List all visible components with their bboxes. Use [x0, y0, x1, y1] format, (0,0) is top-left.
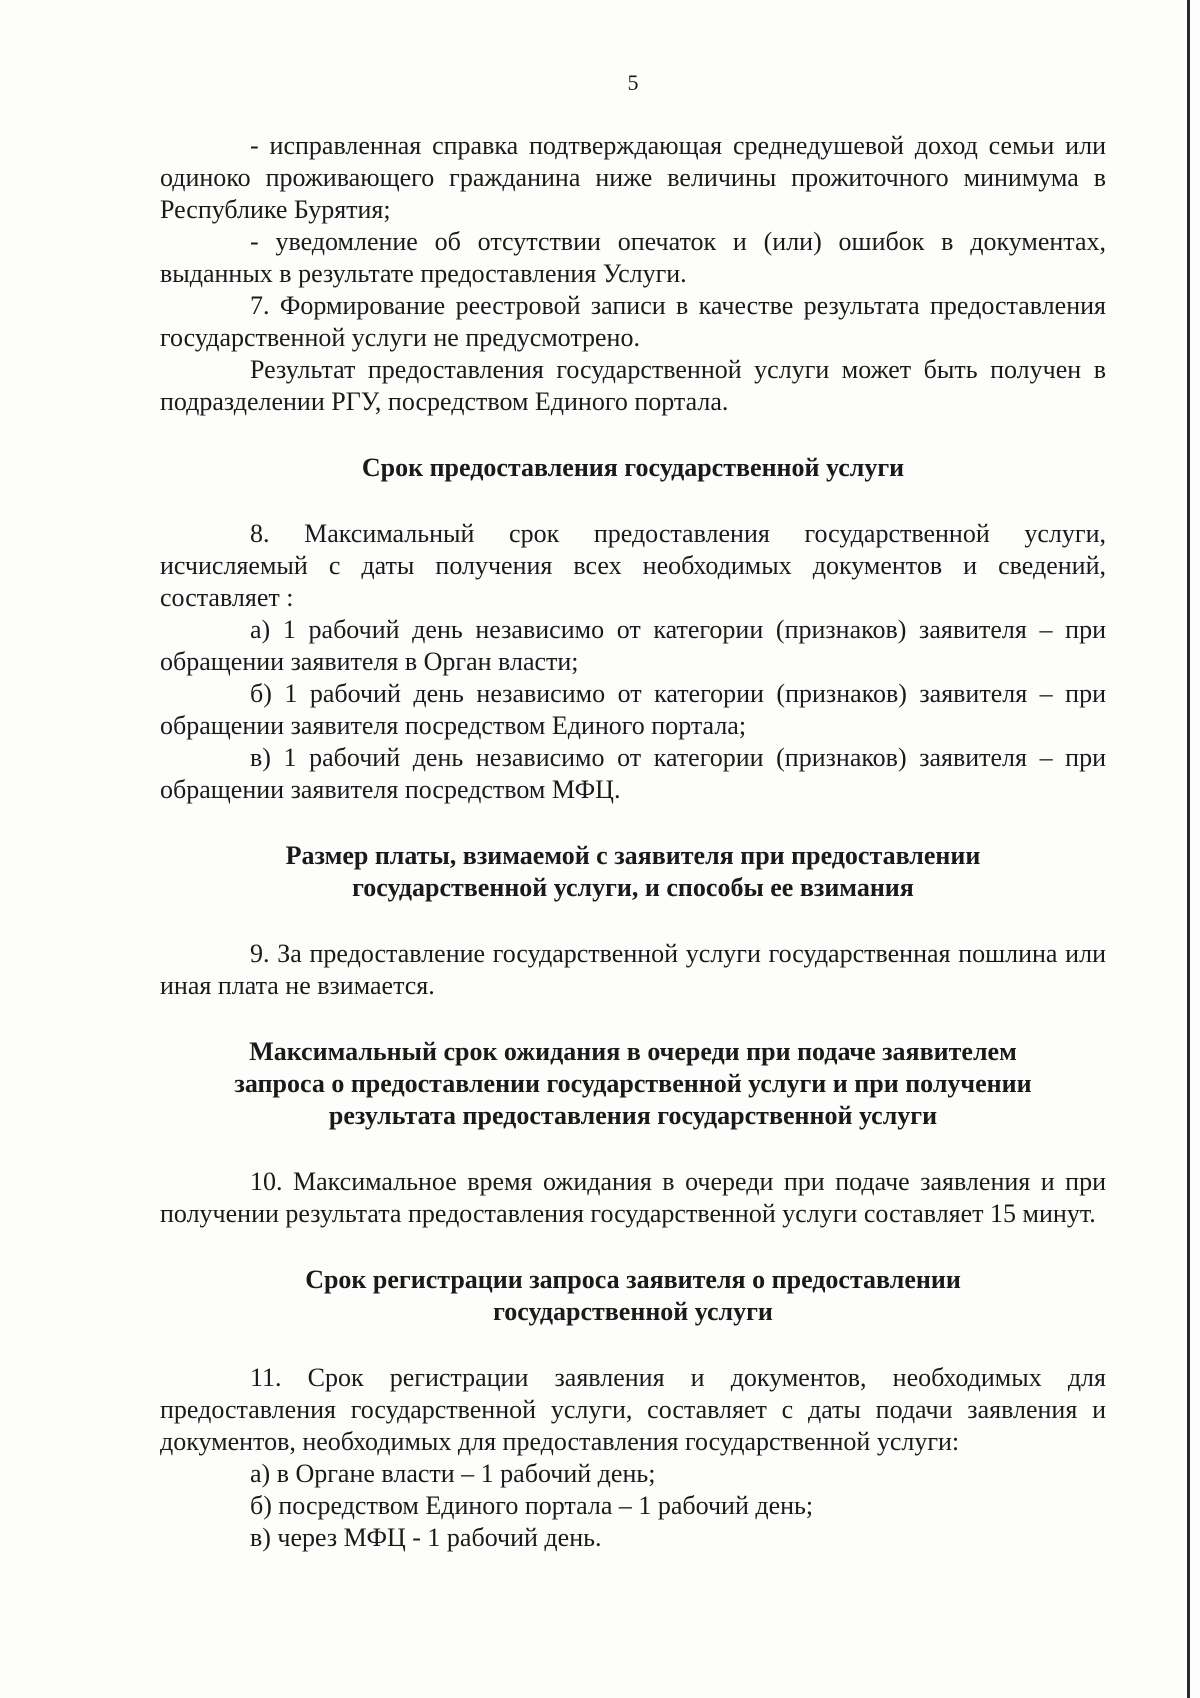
heading-queue-line-1: Максимальный срок ожидания в очереди при подаче заявителем: [249, 1037, 1017, 1066]
scan-page-edge: [1187, 0, 1190, 1698]
heading-registration-line-2: государственной услуги: [493, 1297, 773, 1326]
heading-fee-line-1: Размер платы, взимаемой с заявителя при предоставлении: [285, 841, 981, 870]
paragraph-item-7: 7. Формирование реестровой записи в качестве результата предоставления государственной услуги не предусмотрено.: [160, 291, 1106, 352]
paragraph-corrected-certificate: - исправленная справка подтверждающая среднедушевой доход семьи или одиноко проживающего гражданина ниже величины прожиточного минимума в Республике Бурятия;: [160, 131, 1106, 224]
heading-queue-line-2: запроса о предоставлении государственной услуги и при получении: [234, 1069, 1032, 1098]
heading-registration-line-1: Срок регистрации запроса заявителя о предоставлении: [305, 1265, 961, 1294]
paragraph-item-11a: а) в Органе власти – 1 рабочий день;: [250, 1459, 656, 1488]
paragraph-item-8: 8. Максимальный срок предоставления государственной услуги, исчисляемый с даты получения всех необходимых документов и сведений, составляет :: [160, 519, 1106, 612]
paragraph-item-8b: б) 1 рабочий день независимо от категории (признаков) заявителя – при обращении заявителя посредством Единого портала;: [160, 679, 1106, 740]
document-page: [160, 70, 1106, 1554]
paragraph-item-10: 10. Максимальное время ожидания в очереди при подаче заявления и при получении результата предоставления государственной услуги составляет 15 минут.: [160, 1167, 1106, 1228]
paragraph-item-11b: б) посредством Единого портала – 1 рабочий день;: [250, 1491, 814, 1520]
heading-queue-line-3: результата предоставления государственной услуги: [328, 1101, 938, 1130]
heading-fee: [160, 840, 1106, 904]
heading-service-term: Срок предоставления государственной услуги: [361, 453, 905, 482]
paragraph-result-obtained: Результат предоставления государственной услуги может быть получен в подразделении РГУ, посредством Единого портала.: [160, 355, 1106, 416]
heading-queue-time: [160, 1036, 1106, 1132]
paragraph-notice-no-errors: - уведомление об отсутствии опечаток и (или) ошибок в документах, выданных в результате предоставления Услуги.: [160, 227, 1106, 288]
page-number: 5: [627, 70, 639, 95]
paragraph-item-8c: в) 1 рабочий день независимо от категории (признаков) заявителя – при обращении заявителя посредством МФЦ.: [160, 743, 1106, 804]
paragraph-item-8a: а) 1 рабочий день независимо от категории (признаков) заявителя – при обращении заявителя в Орган власти;: [160, 615, 1106, 676]
paragraph-item-9: 9. За предоставление государственной услуги государственная пошлина или иная плата не взимается.: [160, 939, 1106, 1000]
heading-fee-line-2: государственной услуги, и способы ее взимания: [352, 873, 914, 902]
paragraph-item-11c: в) через МФЦ - 1 рабочий день.: [250, 1523, 602, 1552]
heading-registration-term: [160, 1264, 1106, 1328]
paragraph-item-11: 11. Срок регистрации заявления и документов, необходимых для предоставления государственной услуги, составляет с даты подачи заявления и документов, необходимых для предоставления государственной услуги:: [160, 1363, 1106, 1456]
